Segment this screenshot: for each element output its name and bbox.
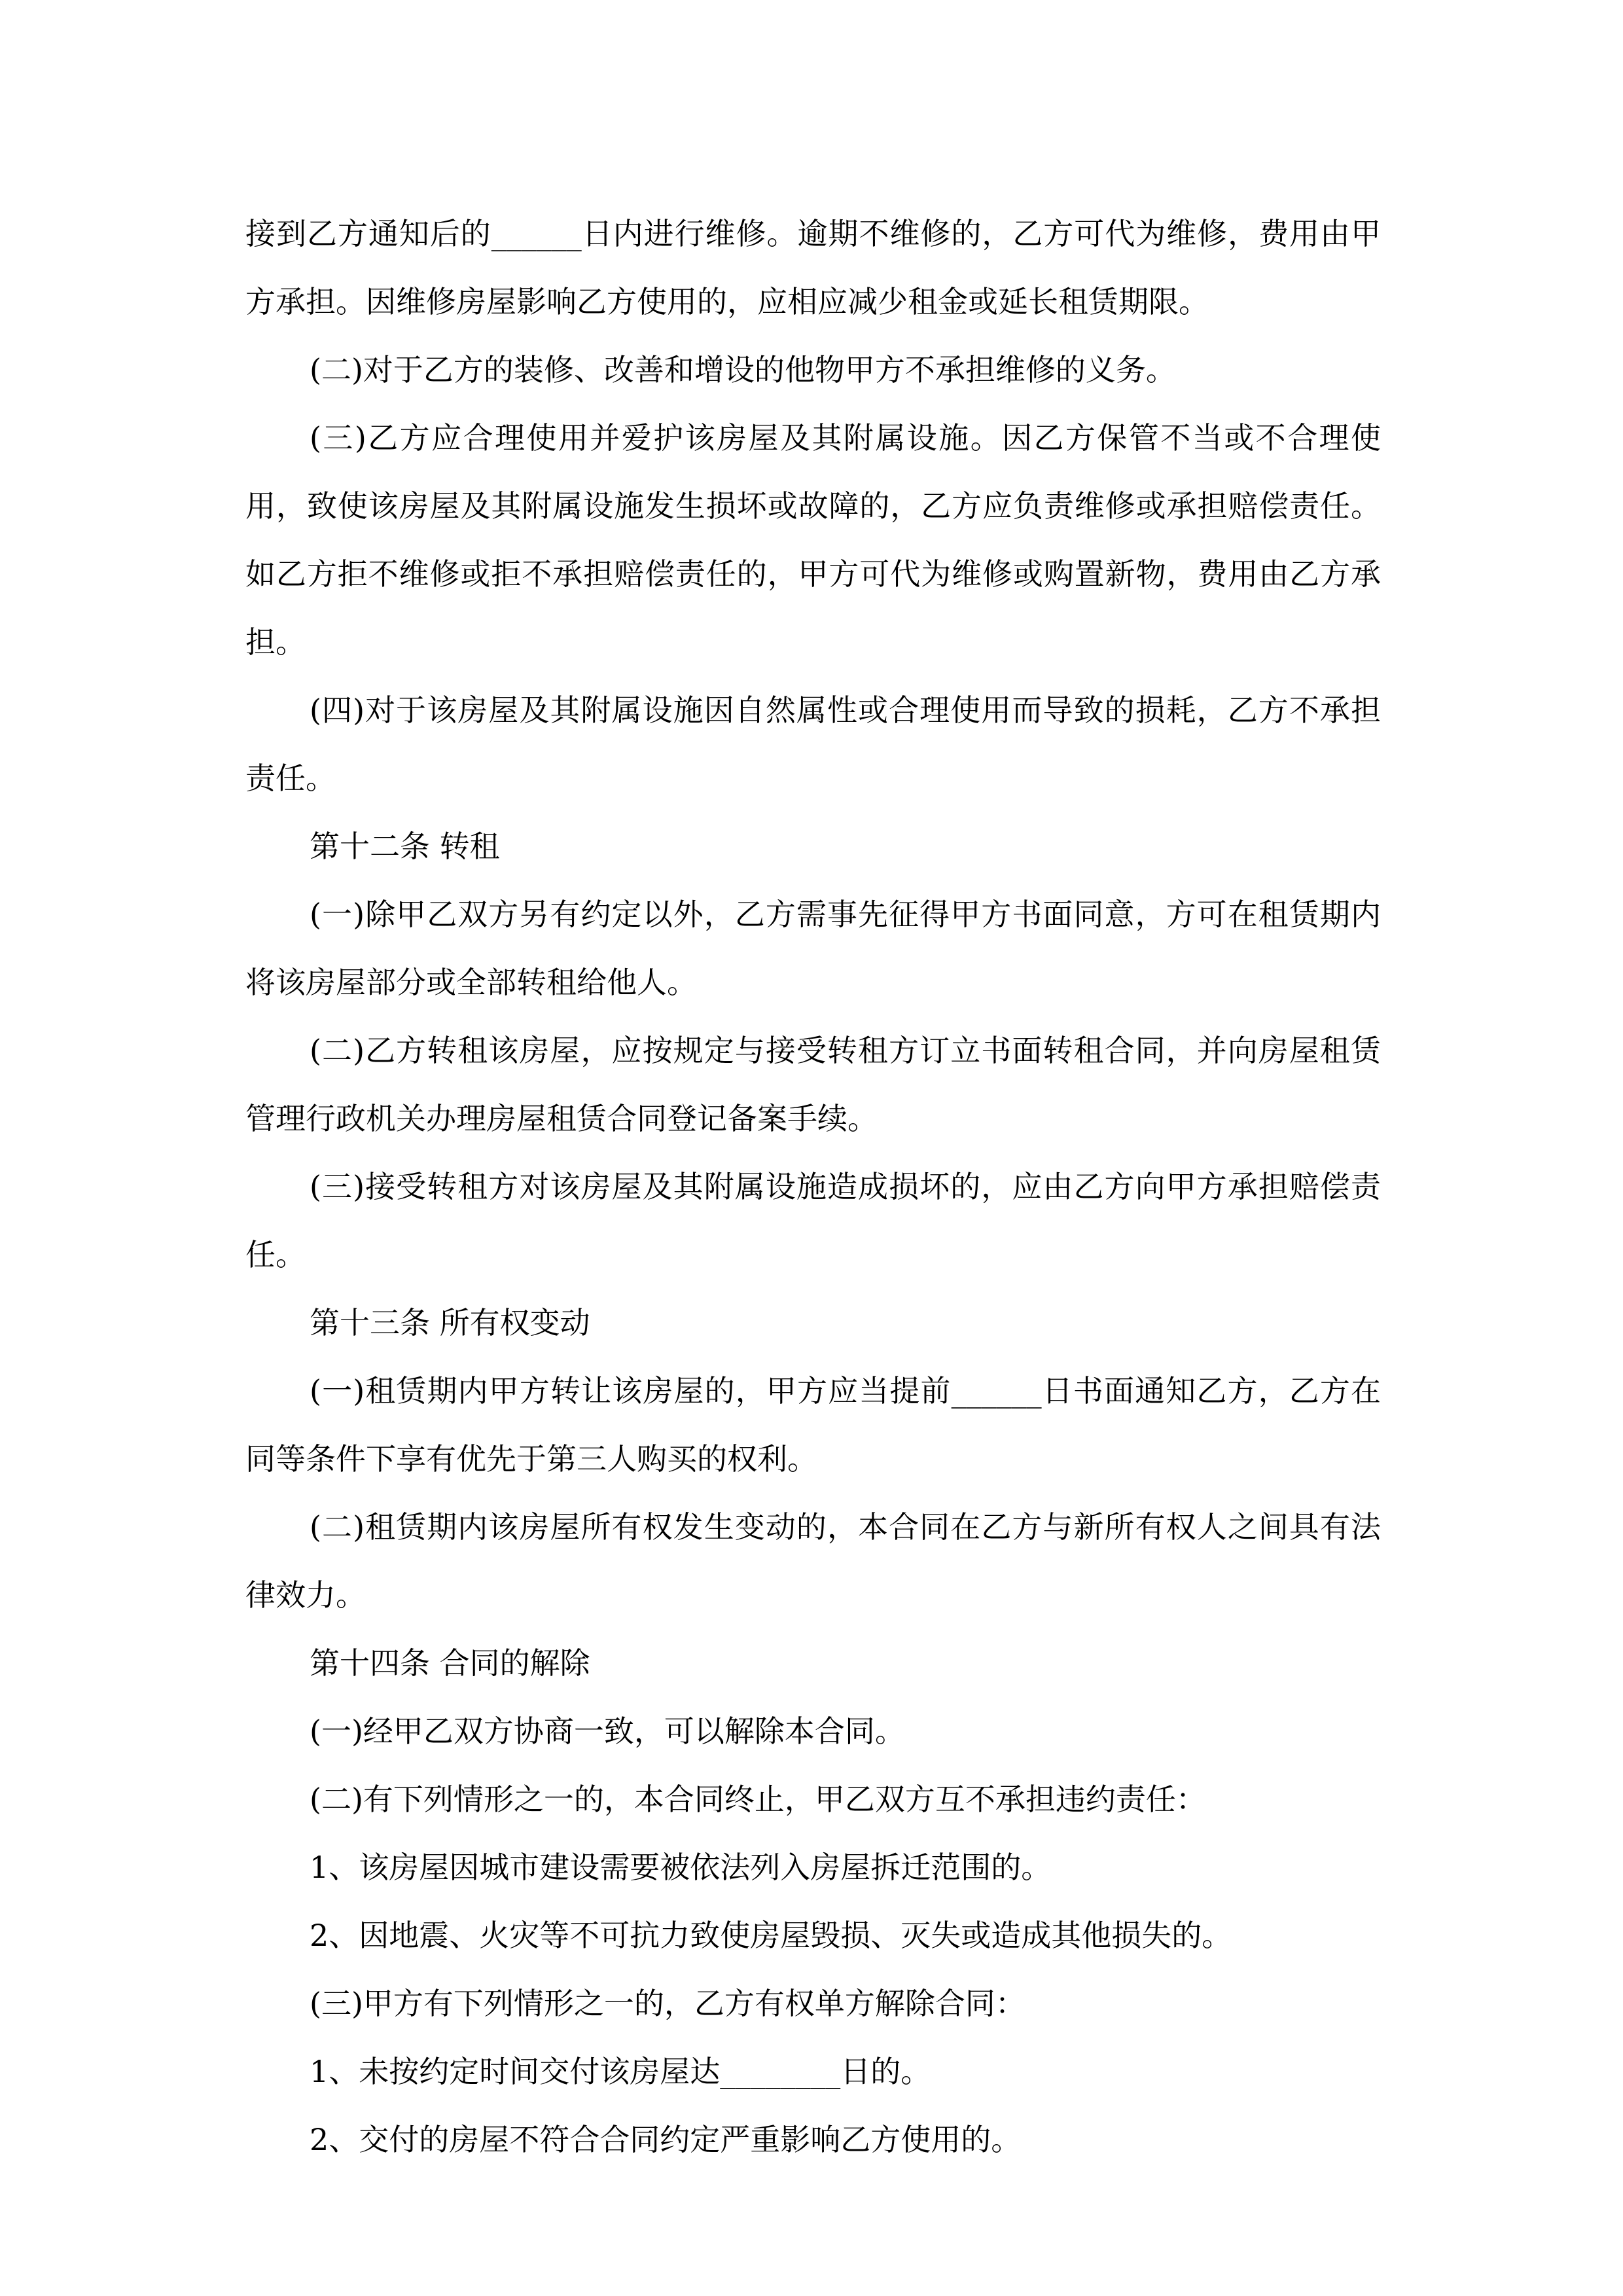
list-item-termination-3-1: 1、未按约定时间交付该房屋达________日的。	[310, 2054, 931, 2089]
list-item-termination-3-2: 2、交付的房屋不符合合同约定严重影响乙方使用的。	[310, 2122, 1022, 2157]
paragraph-sublease-2: (二)乙方转租该房屋，应按规定与接受转租方订立书面转租合同，并向房屋租赁管理行政机关办理房屋租赁合同登记备案手续。	[245, 1033, 1381, 1136]
paragraph-termination-1: (一)经甲乙双方协商一致，可以解除本合同。	[310, 1713, 905, 1749]
section-heading-13: 第十三条 所有权变动	[310, 1305, 590, 1340]
paragraph-ownership-2: (二)租赁期内该房屋所有权发生变动的，本合同在乙方与新所有权人之间具有法律效力。	[245, 1509, 1381, 1613]
paragraph-clause-4: (四)对于该房屋及其附属设施因自然属性或合理使用而导致的损耗，乙方不承担责任。	[245, 692, 1381, 796]
list-item-termination-2-1: 1、该房屋因城市建设需要被依法列入房屋拆迁范围的。	[310, 1850, 1052, 1885]
document-body	[245, 200, 1381, 2174]
paragraph-sublease-3: (三)接受转租方对该房屋及其附属设施造成损坏的，应由乙方向甲方承担赔偿责任。	[245, 1169, 1381, 1272]
paragraph-termination-3: (三)甲方有下列情形之一的，乙方有权单方解除合同：	[310, 1986, 1026, 2021]
paragraph-ownership-1: (一)租赁期内甲方转让该房屋的，甲方应当提前______日书面通知乙方，乙方在同等条件下享有优先于第三人购买的权利。	[245, 1373, 1381, 1477]
paragraph-sublease-1: (一)除甲乙双方另有约定以外，乙方需事先征得甲方书面同意，方可在租赁期内将该房屋部分或全部转租给他人。	[245, 897, 1381, 1000]
paragraph-clause-2: (二)对于乙方的装修、改善和增设的他物甲方不承担维修的义务。	[310, 352, 1176, 387]
list-item-termination-2-2: 2、因地震、火灾等不可抗力致使房屋毁损、灭失或造成其他损失的。	[310, 1918, 1232, 1953]
section-heading-14: 第十四条 合同的解除	[310, 1645, 590, 1681]
paragraph-clause-3: (三)乙方应合理使用并爱护该房屋及其附属设施。因乙方保管不当或不合理使用，致使该房屋及其附属设施发生损坏或故障的，乙方应负责维修或承担赔偿责任。如乙方拒不维修或拒不承担赔偿责任的，甲方可代为维修或购置新物，费用由乙方承担。	[245, 420, 1381, 660]
paragraph-termination-2: (二)有下列情形之一的，本合同终止，甲乙双方互不承担违约责任：	[310, 1782, 1206, 1817]
section-heading-12: 第十二条 转租	[310, 829, 500, 864]
paragraph-repair-notice: 接到乙方通知后的______日内进行维修。逾期不维修的，乙方可代为维修，费用由甲方承担。因维修房屋影响乙方使用的，应相应减少租金或延长租赁期限。	[245, 216, 1381, 319]
